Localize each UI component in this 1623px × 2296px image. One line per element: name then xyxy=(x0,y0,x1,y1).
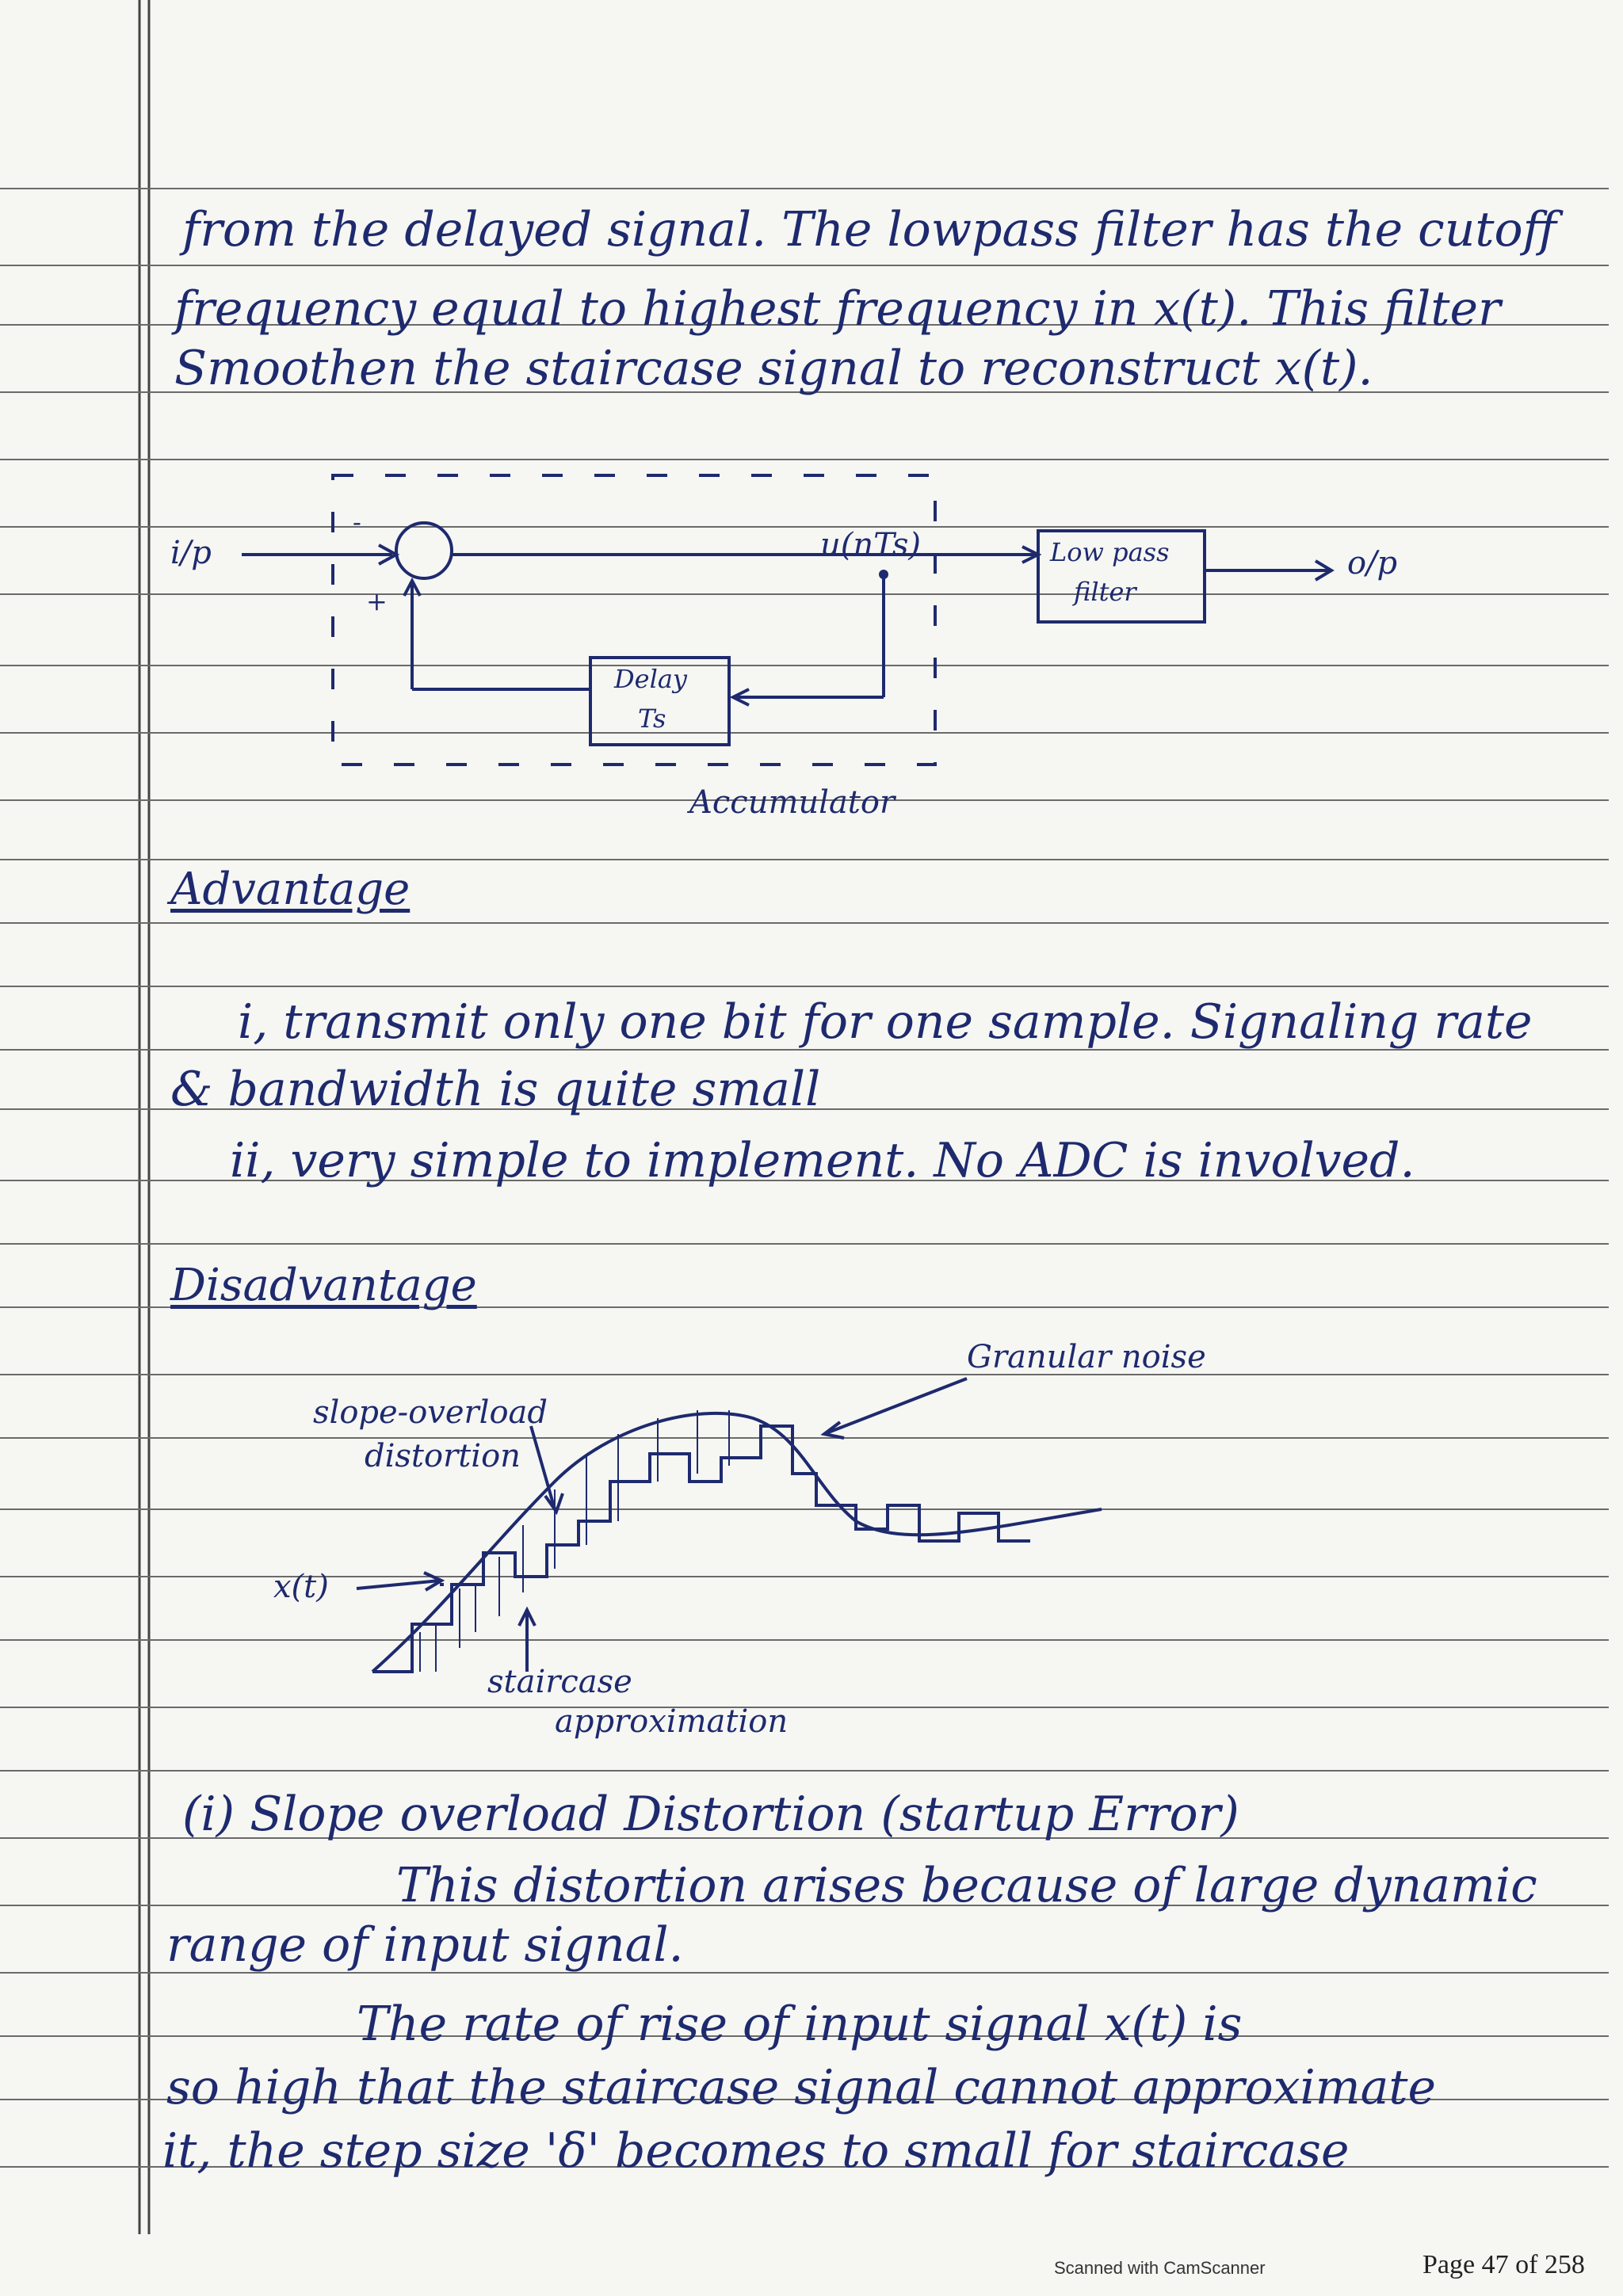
advantage-item2: ii, very simple to implement. No ADC is involved. xyxy=(230,1133,1415,1188)
slope-overload-label-2: distortion xyxy=(365,1438,521,1474)
advantage-item1-line1: i, transmit only one bit for one sample. Signaling rate xyxy=(238,994,1533,1050)
scanner-watermark: Scanned with CamScanner xyxy=(1054,2258,1266,2278)
disadvantage-heading: Disadvantage xyxy=(170,1260,477,1311)
summer-plus: + xyxy=(366,586,388,616)
page-number: Page 47 of 258 xyxy=(1423,2250,1585,2279)
lpf-label-2: filter xyxy=(1074,577,1136,607)
input-label: i/p xyxy=(170,535,212,571)
delay-label-1: Delay xyxy=(614,664,687,694)
staircase-label-2: approximation xyxy=(555,1703,789,1740)
section-i-line4: so high that the staircase signal cannot approximate xyxy=(166,2060,1437,2115)
section-i-line5: it, the step size 'δ' becomes to small for staircase xyxy=(162,2123,1350,2179)
delay-label-2: Ts xyxy=(638,704,666,734)
advantage-item1-line2: & bandwidth is quite small xyxy=(170,1062,821,1117)
summer-minus: - xyxy=(353,507,361,537)
signal-label: u(nTs) xyxy=(820,527,922,563)
accumulator-label: Accumulator xyxy=(689,784,896,821)
para1-line2: frequency equal to highest frequency in x(t). This filter xyxy=(174,281,1501,337)
para1-line1: from the delayed signal. The lowpass filter has the cutoff xyxy=(182,202,1557,257)
section-i-line2: range of input signal. xyxy=(166,1917,684,1973)
output-label: o/p xyxy=(1347,545,1398,582)
section-i-title: (i) Slope overload Distortion (startup Error) xyxy=(182,1787,1239,1842)
section-i-line3: The rate of rise of input signal x(t) is xyxy=(357,1997,1243,2052)
advantage-heading: Advantage xyxy=(170,864,411,915)
granular-noise-label: Granular noise xyxy=(967,1339,1206,1375)
slope-overload-label-1: slope-overload xyxy=(313,1394,548,1431)
xt-label: x(t) xyxy=(273,1569,329,1605)
staircase-label-1: staircase xyxy=(487,1664,632,1700)
para1-line3: Smoothen the staircase signal to reconstruct x(t). xyxy=(174,341,1373,396)
section-i-line1: This distortion arises because of large dynamic xyxy=(396,1858,1537,1913)
lpf-label-1: Low pass xyxy=(1050,537,1170,567)
